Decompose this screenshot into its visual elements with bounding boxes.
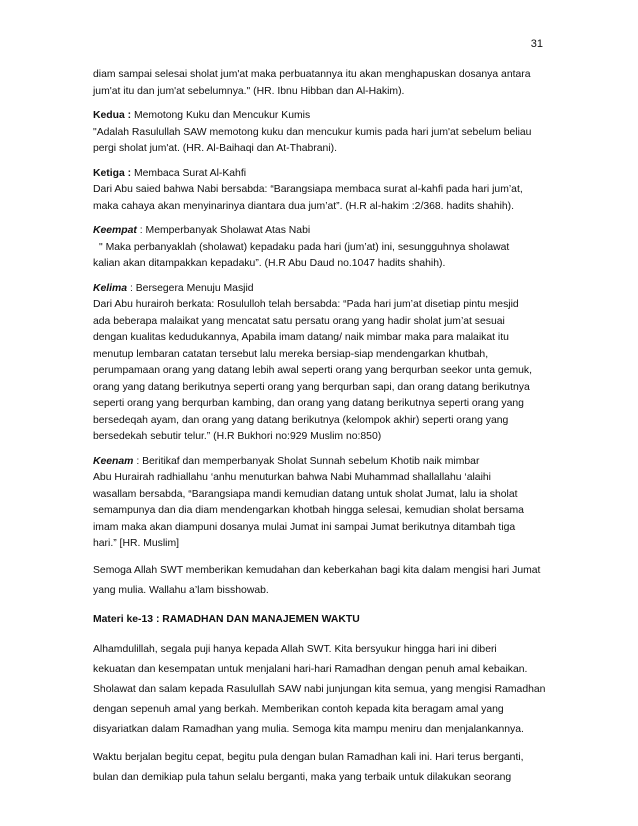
closing-paragraph	[93, 561, 551, 601]
section-heading	[93, 281, 551, 298]
text-line: ada beberapa malaikat yang mencatat satu persatu orang yang hadir sholat jum’at sesuai	[93, 315, 505, 327]
text-line: disyariatkan dalam Ramadhan yang mulia. Semoga kita mampu meniru dan menjalankannya.	[93, 724, 524, 735]
text-line: bersedeqah ayam, dan orang yang datang berikutnya (kelompok akhir) seperti orang yang	[93, 414, 509, 426]
section-ketiga	[93, 166, 551, 216]
section-heading	[93, 223, 551, 240]
text-line: wasallam bersabda, “Barangsiapa mandi kemudian datang untuk sholat Jumat, lalu ia sholat	[93, 488, 518, 500]
text-line: seperti orang yang berqurban kambing, dan orang yang datang berikutnya seperti orang yang	[93, 398, 524, 409]
section-label: Kedua :	[93, 110, 132, 121]
section-heading	[93, 166, 551, 183]
section-title: : Beritikaf dan memperbanyak Sholat Sunnah sebelum Khotib naik mimbar	[133, 455, 480, 467]
text-line: perumpamaan orang yang datang lebih awal seperti orang yang berqurban seekor unta gemuk,	[93, 365, 533, 376]
paragraph-continuation	[93, 67, 551, 100]
text-line: orang yang datang berikutnya seperti orang yang berqurban sapi, dan orang datang berikutnya	[93, 381, 530, 393]
page-number: 31	[530, 38, 543, 50]
text-line: maka cahaya akan menyinarinya diantara dua jum’at”. (H.R al-hakim :2/368. hadits shahih).	[93, 200, 515, 212]
waktu-paragraph	[93, 748, 551, 788]
text-line: hari.” [HR. Muslim]	[93, 538, 180, 549]
text-line: semampunya dan dia diam mendengarkan khotbah hingga selesai, kemudian sholat bersama	[93, 505, 524, 516]
section-heading	[93, 454, 551, 471]
text-line: Dari Abu hurairoh berkata: Rosululloh telah bersabda: “Pada hari jum’at disetiap pintu mesjid	[93, 299, 519, 310]
text-line: Sholawat dan salam kepada Rasulullah SAW nabi junjungan kita semua, yang mengisi Ramadhan	[93, 684, 546, 695]
text-line: bersedekah sebutir telur.” (H.R Bukhori no:929 Muslim no:850)	[93, 431, 382, 442]
section-label: Keenam	[93, 455, 134, 467]
section-label: Kelima	[93, 282, 128, 294]
section-keempat	[93, 223, 551, 273]
page-content	[93, 67, 551, 796]
text-line: bulan dan demikiap pula tahun selalu berganti, maka yang terbaik untuk dilakukan seorang	[93, 772, 512, 783]
text-line: Abu Hurairah radhiallahu ‘anhu menuturkan bahwa Nabi Muhammad shallallahu ‘alaihi	[93, 472, 491, 483]
text-line: " Maka perbanyaklah (sholawat) kepadaku pada hari (jum’at) ini, sesungguhnya sholawat	[99, 241, 510, 253]
section-kedua	[93, 108, 551, 158]
section-title: Memotong Kuku dan Mencukur Kumis	[131, 110, 311, 121]
text-line: diam sampai selesai sholat jum'at maka perbuatannya itu akan menghapuskan dosanya antara	[93, 69, 531, 80]
text-line: menutup lembaran catatan tersebut lalu mereka bersiap-siap mendengarkan khutbah,	[93, 348, 489, 360]
section-title: : Bersegera Menuju Masjid	[127, 282, 254, 294]
text-line: yang mulia. Wallahu a’lam bisshowab.	[93, 584, 269, 596]
text-line: kalian akan ditampakkan kepadaku”. (H.R Abu Daud no.1047 hadits shahih).	[93, 258, 446, 269]
section-kelima	[93, 281, 551, 446]
section-label: Keempat	[93, 225, 137, 236]
section-heading	[93, 108, 551, 125]
text-line: Semoga Allah SWT memberikan kemudahan dan keberkahan bagi kita dalam mengisi hari Jumat	[93, 564, 541, 576]
text-line: kekuatan dan kesempatan untuk menjalani hari-hari Ramadhan dengan penuh amal kebaikan.	[93, 664, 528, 675]
text-line: pergi sholat jum'at. (HR. Al-Baihaqi dan At-Thabrani).	[93, 143, 337, 154]
section-title: : Memperbanyak Sholawat Atas Nabi	[136, 225, 311, 236]
intro-paragraph	[93, 640, 551, 740]
materi-heading-block	[93, 612, 551, 629]
section-keenam	[93, 454, 551, 553]
text-line: imam maka akan diampuni dosanya mulai Jumat ini sampai Jumat berikutnya ditambah tiga	[93, 521, 516, 533]
section-label: Ketiga :	[93, 167, 132, 179]
section-title: Membaca Surat Al-Kahfi	[131, 167, 247, 179]
text-line: Waktu berjalan begitu cepat, begitu pula dengan bulan Ramadhan kali ini. Hari terus berganti,	[93, 752, 524, 763]
text-line: dengan sepenuh amal yang berkah. Memberikan contoh kepada kita beragam amal yang	[93, 704, 504, 715]
text-line: dengan kualitas kedudukannya, Apabila imam datang/ naik mimbar maka para malaikat itu	[93, 332, 509, 343]
materi-heading: Materi ke-13 : RAMADHAN DAN MANAJEMEN WAKTU	[93, 613, 360, 625]
text-line: Alhamdulillah, segala puji hanya kepada Allah SWT. Kita bersyukur hingga hari ini diberi	[93, 644, 497, 655]
text-line: Dari Abu saied bahwa Nabi bersabda: “Barangsiapa membaca surat al-kahfi pada hari jum’at,	[93, 184, 523, 195]
text-line: "Adalah Rasulullah SAW memotong kuku dan mencukur kumis pada hari jum'at sebelum beliau	[93, 126, 532, 138]
text-line: jum'at itu dan jum'at sebelumnya." (HR. Ibnu Hibban dan Al-Hakim).	[93, 85, 405, 97]
